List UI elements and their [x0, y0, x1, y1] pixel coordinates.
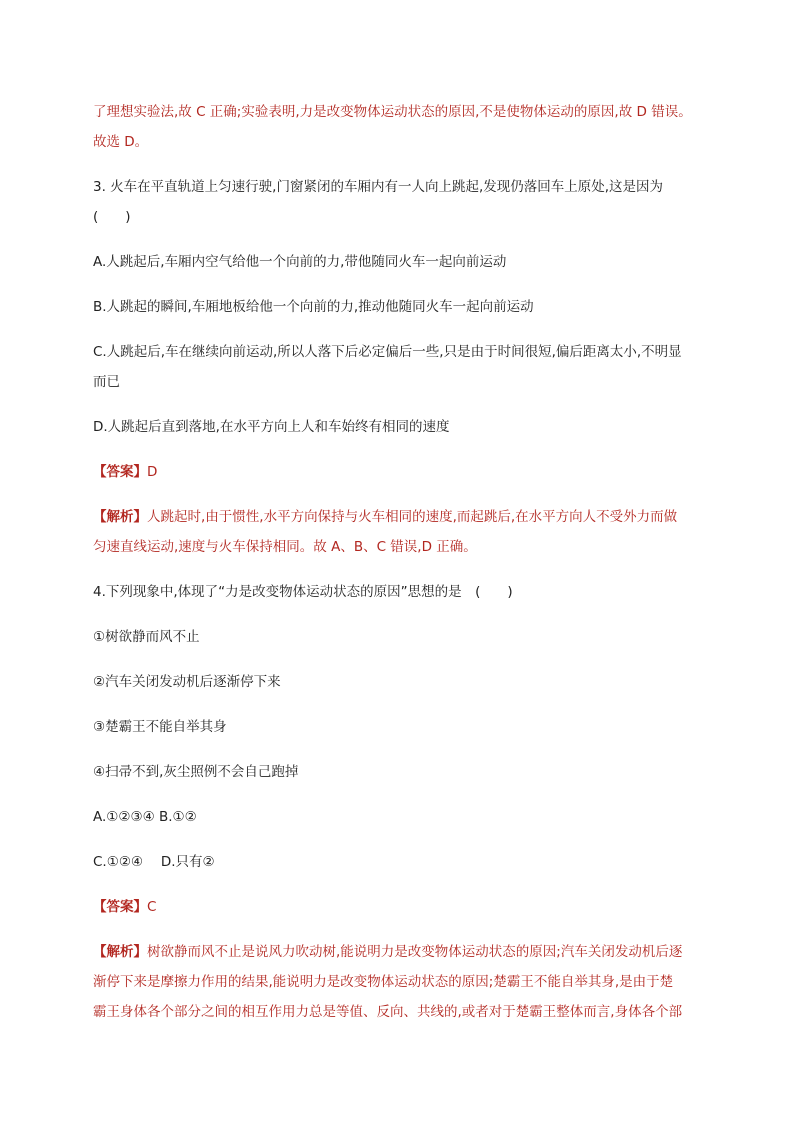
answer-tag: 【答案】: [93, 464, 147, 480]
answer-tag: 【答案】: [93, 899, 147, 915]
question-3-option-b: B.人跳起的瞬间,车厢地板给他一个向前的力,推动他随同火车一起向前运动: [93, 299, 534, 315]
answer-value: C: [147, 899, 157, 915]
question-3-option-c-cont: 而已: [93, 374, 120, 390]
text-line: 了理想实验法,故 C 正确;实验表明,力是改变物体运动状态的原因,不是使物体运动的原因,故 D 错误。: [93, 104, 692, 120]
question-4-options-cd: C.①②④ D.只有②: [93, 854, 215, 870]
analysis-line: [93, 940, 713, 964]
analysis-tag: 【解析】: [93, 509, 147, 525]
question-4-stem: 4.下列现象中,体现了“力是改变物体运动状态的原因”思想的是 ( ): [93, 584, 513, 600]
analysis-line: [93, 505, 713, 529]
question-4-item-3: ③楚霸王不能自举其身: [93, 719, 227, 735]
question-3-option-c: C.人跳起后,车在继续向前运动,所以人落下后必定偏后一些,只是由于时间很短,偏后距离太小,不明显: [93, 344, 682, 360]
question-3-stem: 3. 火车在平直轨道上匀速行驶,门窗紧闭的车厢内有一人向上跳起,发现仍落回车上原处,这是因为: [93, 179, 664, 195]
question-4-item-4: ④扫帚不到,灰尘照例不会自己跑掉: [93, 764, 299, 780]
analysis-line-cont: 渐停下来是摩擦力作用的结果,能说明力是改变物体运动状态的原因;楚霸王不能自举其身,是由于楚: [93, 974, 674, 990]
analysis-line-cont: 匀速直线运动,速度与火车保持相同。故 A、B、C 错误,D 正确。: [93, 539, 477, 555]
text-line: 故选 D。: [93, 134, 149, 150]
analysis-tag: 【解析】: [93, 944, 147, 960]
analysis-text: 树欲静而风不止是说风力吹动树,能说明力是改变物体运动状态的原因;汽车关闭发动机后逐: [147, 944, 683, 960]
analysis-text: 人跳起时,由于惯性,水平方向保持与火车相同的速度,而起跳后,在水平方向人不受外力而做: [147, 509, 678, 525]
question-3-option-d: D.人跳起后直到落地,在水平方向上人和车始终有相同的速度: [93, 419, 450, 435]
answer-line: [93, 895, 713, 919]
answer-value: D: [147, 464, 158, 480]
answer-line: [93, 460, 713, 484]
question-3-option-a: A.人跳起后,车厢内空气给他一个向前的力,带他随同火车一起向前运动: [93, 254, 507, 270]
question-4-item-1: ①树欲静而风不止: [93, 629, 200, 645]
question-4-item-2: ②汽车关闭发动机后逐渐停下来: [93, 674, 281, 690]
question-4-options-ab: A.①②③④ B.①②: [93, 809, 197, 825]
question-3-bracket: ( ): [93, 209, 131, 225]
analysis-line-cont: 霸王身体各个部分之间的相互作用力总是等值、反向、共线的,或者对于楚霸王整体而言,身体各个部: [93, 1004, 683, 1020]
